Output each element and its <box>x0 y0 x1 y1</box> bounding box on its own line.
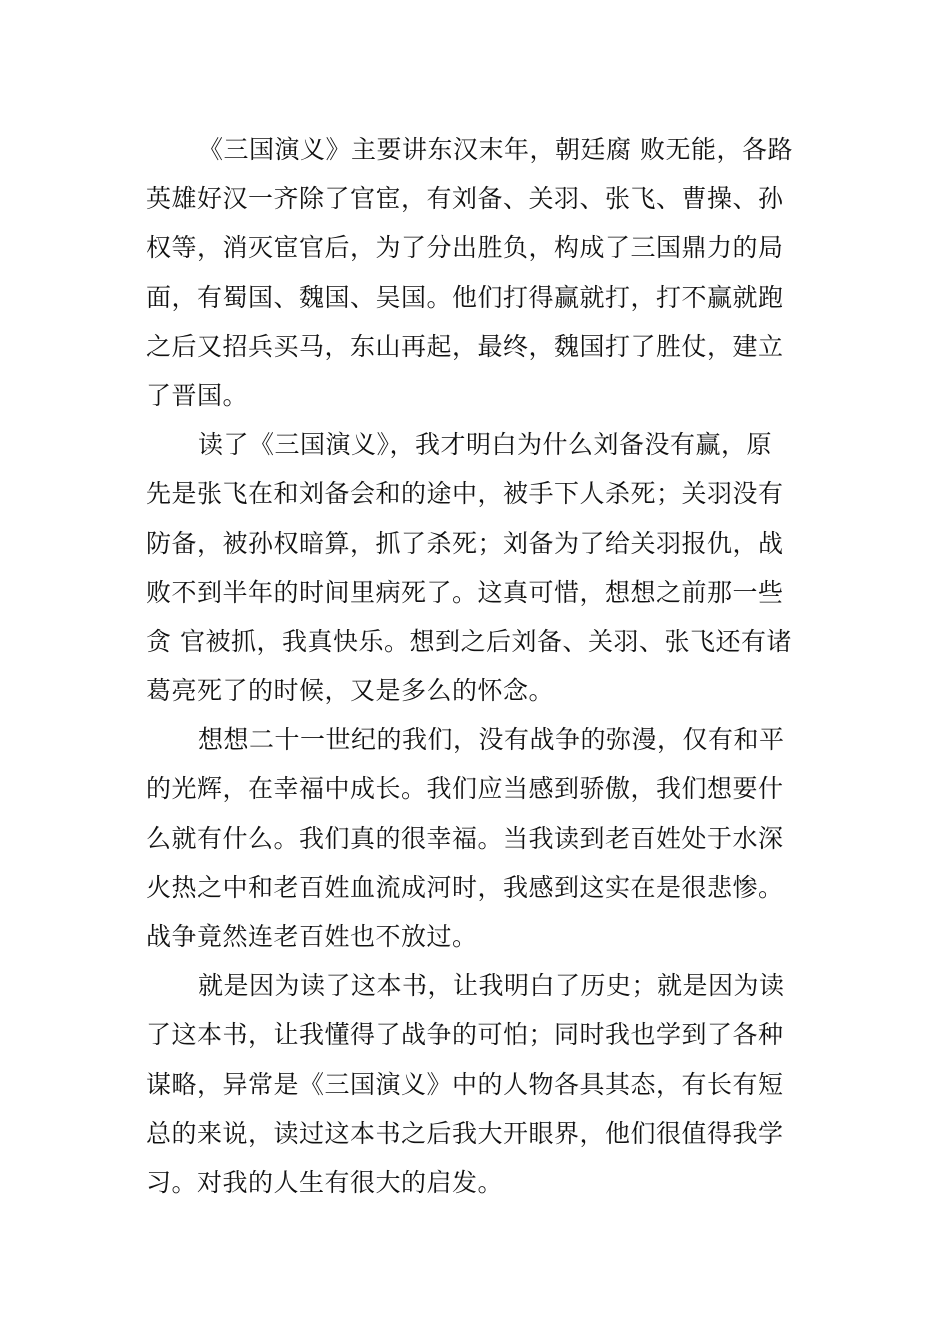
text-line: 读了《三国演义》，我才明白为什么刘备没有赢，原 <box>198 430 773 460</box>
text-line: 了这本书，让我懂得了战争的可怕；同时我也学到了各种 <box>146 1020 784 1050</box>
text-line: 权等，消灭宦官后，为了分出胜负，构成了三国鼎力的局 <box>146 233 784 263</box>
text-line: 之后又招兵买马，东山再起，最终，魏国打了胜仗，建立 <box>146 331 784 361</box>
text-line: 战争竟然连老百姓也不放过。 <box>146 922 478 951</box>
text-line: 《三国演义》主要讲东汉末年，朝廷腐 败无能，各路 <box>198 135 793 164</box>
text-line: 葛亮死了的时候，又是多么的怀念。 <box>146 676 555 706</box>
text-line: 总的来说，读过这本书之后我大开眼界，他们很值得我学 <box>146 1118 784 1148</box>
essay-body <box>146 125 816 1207</box>
paragraph-2 <box>146 420 816 715</box>
text-line: 败不到半年的时间里病死了。这真可惜，想想之前那一些 <box>146 577 784 607</box>
paragraph-4 <box>146 961 816 1207</box>
text-line: 么就有什么。我们真的很幸福。当我读到老百姓处于水深 <box>146 823 784 853</box>
text-line: 火热之中和老百姓血流成河时，我感到这实在是很悲惨。 <box>146 872 784 902</box>
text-line: 先是张飞在和刘备会和的途中，被手下人杀死；关羽没有 <box>146 479 784 509</box>
text-line: 贪 官被抓，我真快乐。想到之后刘备、关羽、张飞还有诸 <box>146 626 792 656</box>
text-line: 的光辉，在幸福中成长。我们应当感到骄傲，我们想要什 <box>146 774 784 804</box>
text-line: 谋略，异常是《三国演义》中的人物各具其态，有长有短 <box>146 1069 784 1099</box>
text-line: 想想二十一世纪的我们，没有战争的弥漫，仅有和平 <box>198 725 785 755</box>
paragraph-1 <box>146 125 816 420</box>
text-line: 就是因为读了这本书，让我明白了历史；就是因为读 <box>198 971 785 1001</box>
text-line: 防备，被孙权暗算，抓了杀死；刘备为了给关羽报仇，战 <box>146 528 784 558</box>
text-line: 了晋国。 <box>146 380 249 410</box>
paragraph-3 <box>146 715 816 961</box>
text-line: 习。对我的人生有很大的启发。 <box>146 1167 504 1197</box>
text-line: 英雄好汉一齐除了官宦，有刘备、关羽、张飞、曹操、孙 <box>146 184 784 214</box>
text-line: 面，有蜀国、魏国、吴国。他们打得赢就打，打不赢就跑 <box>146 282 784 312</box>
